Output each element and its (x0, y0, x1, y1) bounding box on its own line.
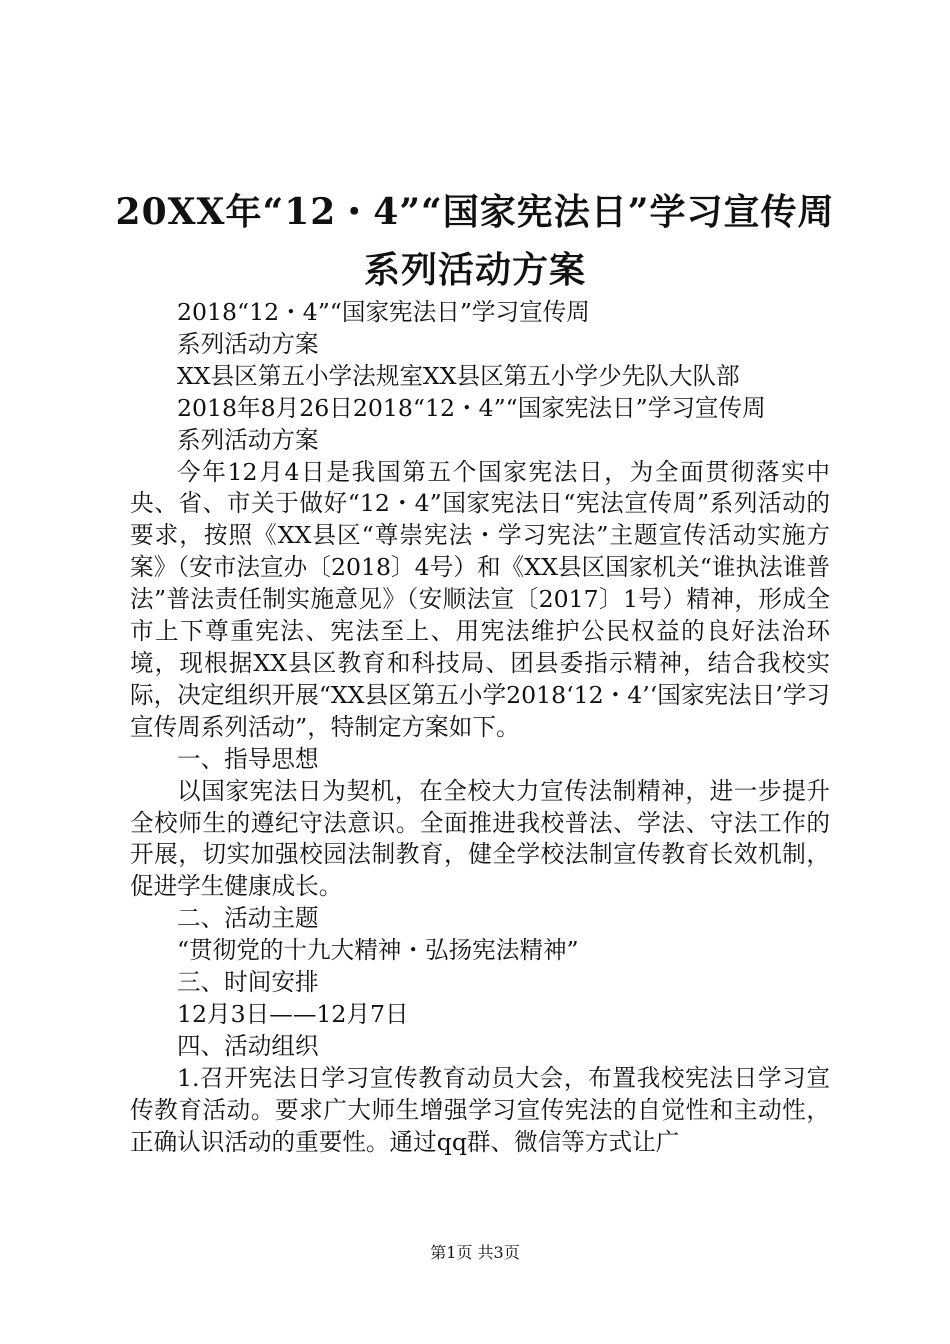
section-heading: 二、活动主题 (177, 904, 319, 933)
paragraph: 今年12月4日是我国第五个国家宪法日，为全面贯彻落实中央、省、市关于做好“12・4”国家宪法日“宪法宣传周”系列活动的要求，按照《XX县区“尊崇宪法・学习宪法”主题宣传活动实施方案》（安市法宣办〔2018〕4号）和《XX县区国家机关“谁执法谁普法”普法责任制实施意见》（安顺法宣〔2017〕1号）精神，形成全市上下尊重宪法、宪法至上、用宪法维护公民权益的良好法治环境，现根据XX县区教育和科技局、团县委指示精神，结合我校实际，决定组织开展“XX县区第五小学2018‘12・4’‘国家宪法日’学习宣传周系列活动”，特制定方案如下。 (130, 457, 830, 741)
paragraph: 系列活动方案 (177, 329, 319, 358)
document-title-line-2: 系列活动方案 (363, 249, 586, 291)
paragraph: 以国家宪法日为契机，在全校大力宣传法制精神，进一步提升全校师生的遵纪守法意识。全面推进我校普法、学法、守法工作的开展，切实加强校园法制教育，健全学校法制宣传教育长效机制，促进学生健康成长。 (130, 776, 830, 901)
paragraph: “贯彻党的十九大精神・弘扬宪法精神” (177, 936, 579, 965)
paragraph: 系列活动方案 (177, 425, 319, 454)
paragraph: 2018“12・4”“国家宪法日”学习宣传周 (177, 298, 590, 326)
paragraph: 1.召开宪法日学习宣传教育动员大会，布置我校宪法日学习宣传教育活动。要求广大师生增强学习宣传宪法的自觉性和主动性，正确认识活动的重要性。通过qq群、微信等方式让广 (130, 1063, 830, 1156)
document-title-line-1: 20XX年“12・4”“国家宪法日”学习宣传周 (115, 191, 835, 233)
section-heading: 四、活动组织 (177, 1031, 319, 1060)
paragraph: XX县区第五小学法规室XX县区第五小学少先队大队部 (177, 361, 740, 390)
section-heading: 三、时间安排 (177, 968, 319, 997)
section-heading: 一、指导思想 (177, 744, 319, 773)
paragraph: 12月3日——12月7日 (177, 999, 409, 1028)
paragraph: 2018年8月26日2018“12・4”“国家宪法日”学习宣传周 (177, 393, 766, 422)
page-footer: 第1页 共3页 (430, 1243, 520, 1262)
document-body (130, 297, 830, 1158)
